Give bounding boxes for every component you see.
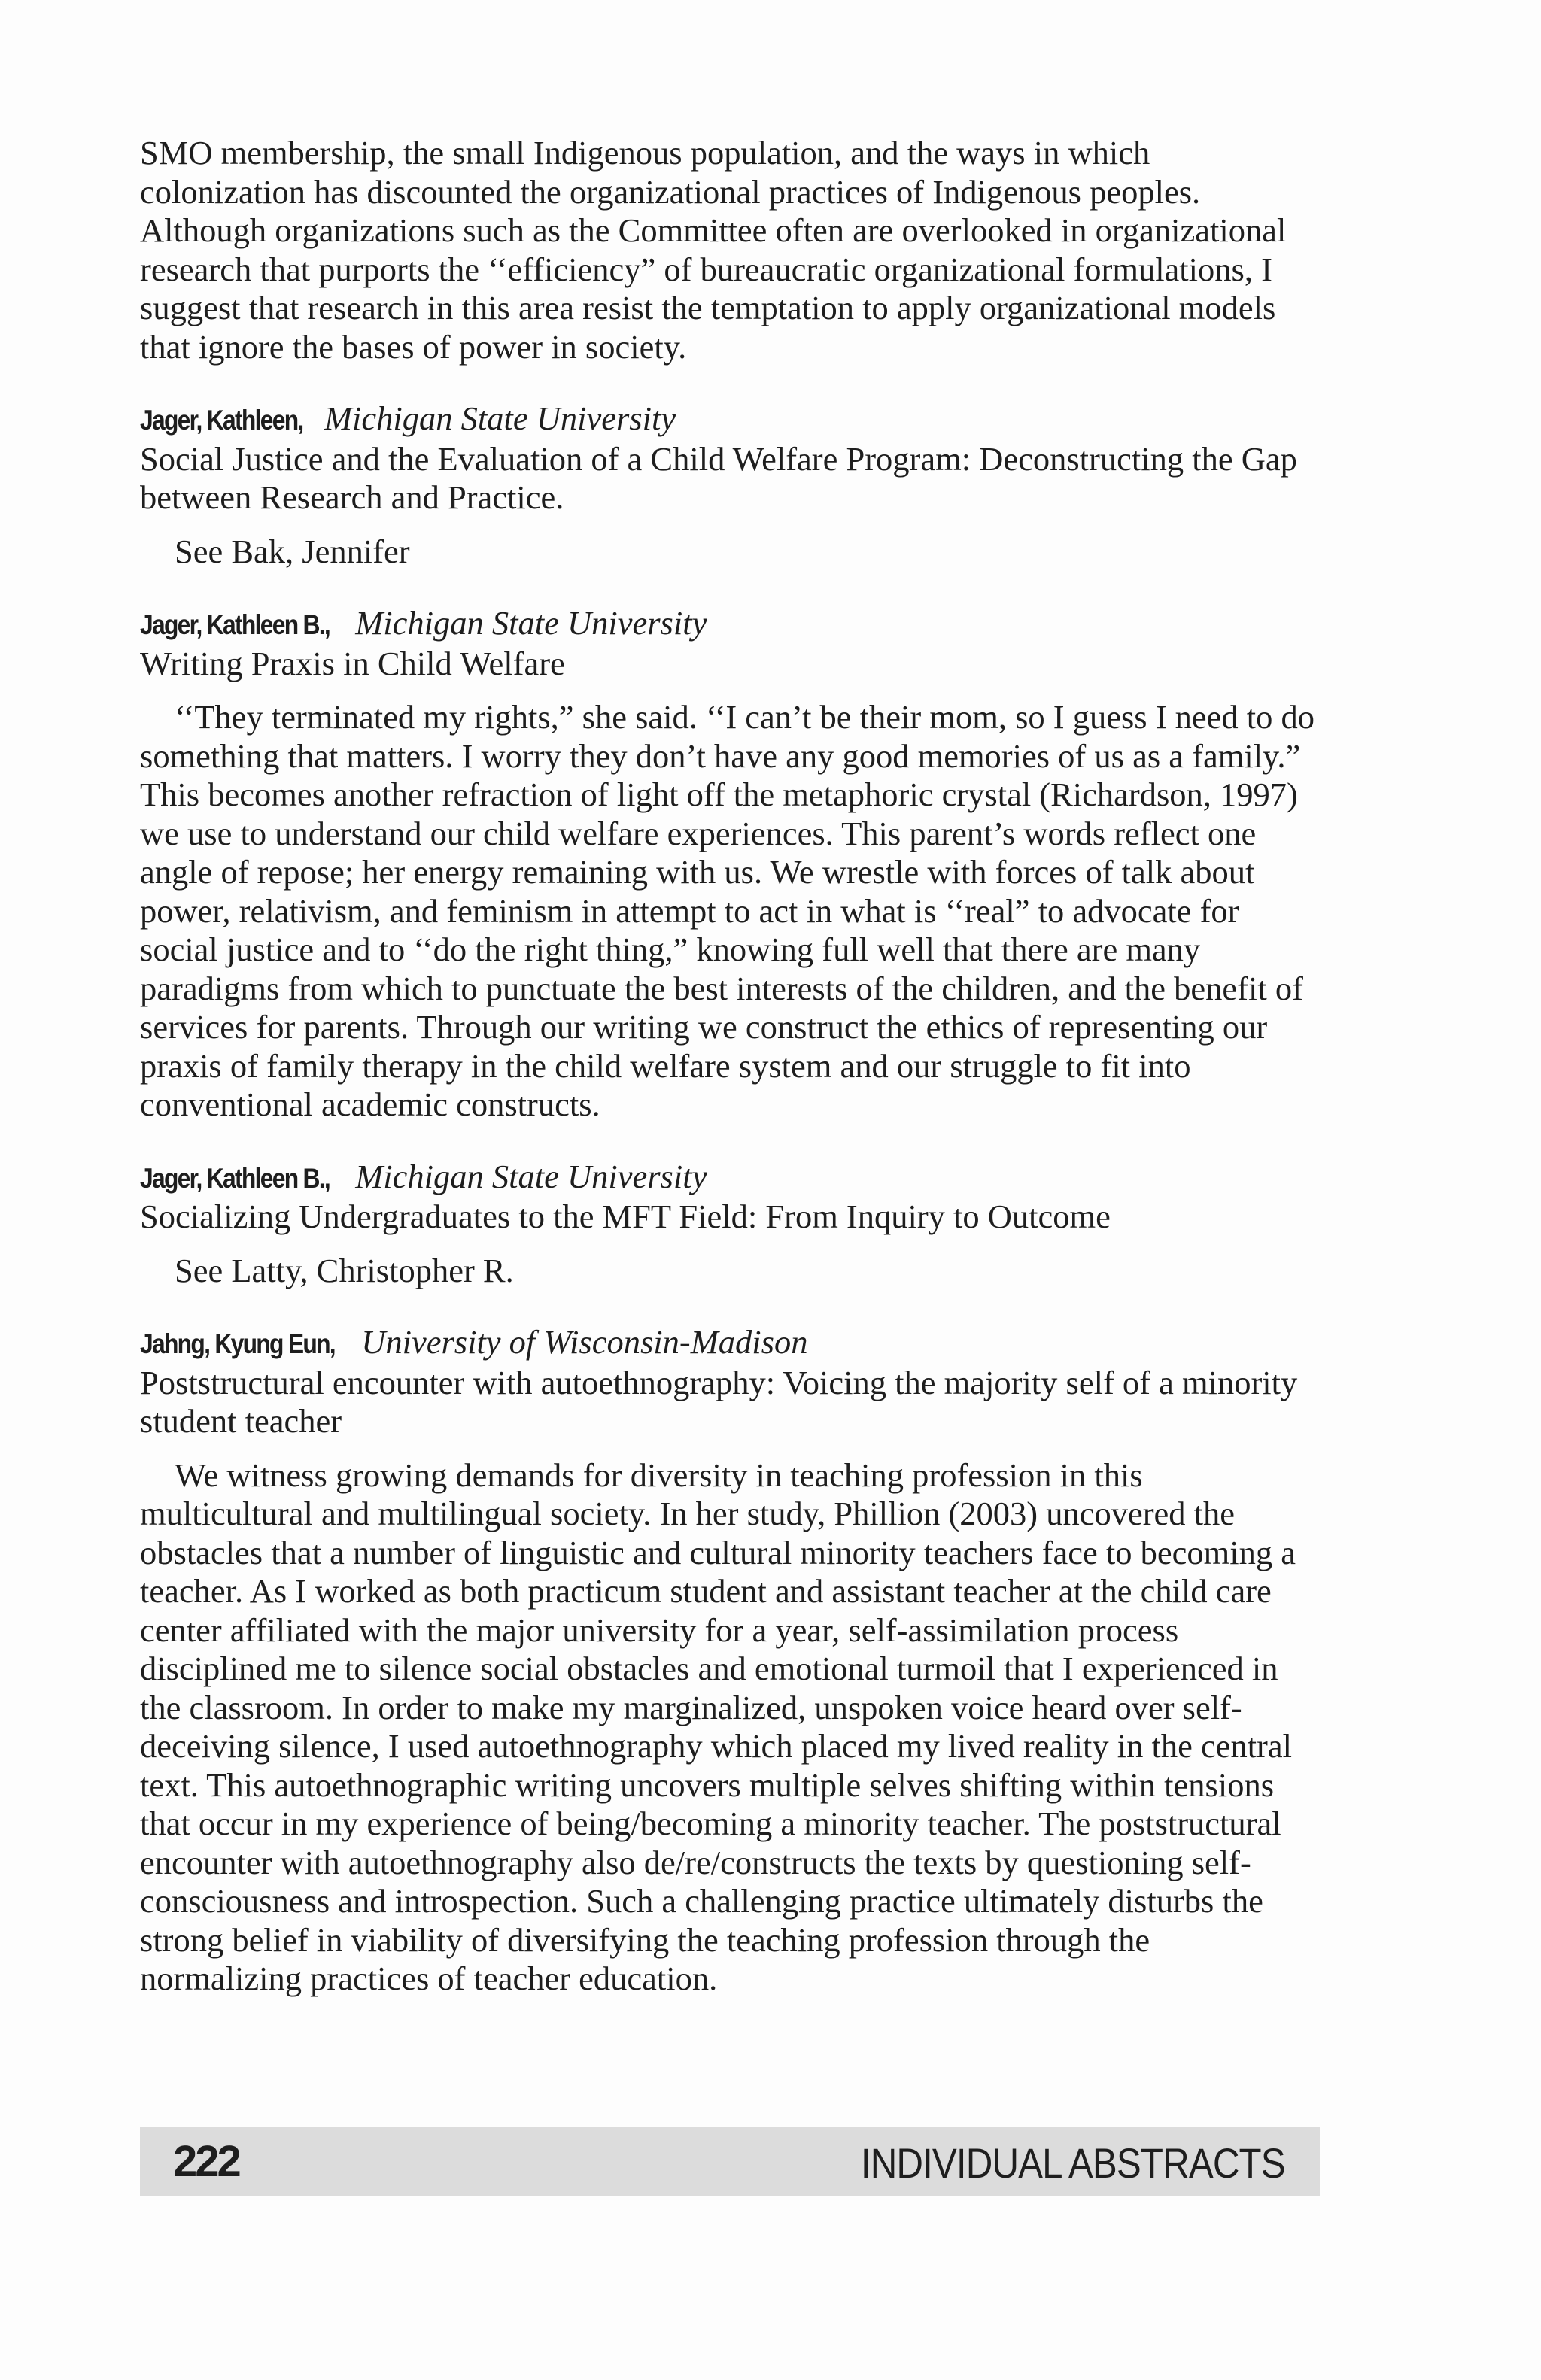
author-name: Jager, Kathleen B.,	[140, 609, 330, 640]
cross-reference: See Latty, Christopher R.	[175, 1251, 514, 1289]
author-name: Jager, Kathleen,	[140, 405, 303, 436]
abstract-title: Writing Praxis in Child Welfare	[140, 644, 565, 682]
author-name: Jager, Kathleen B.,	[140, 1162, 330, 1194]
author-line	[140, 1158, 1320, 1198]
abstract-body: ‘‘They terminated my rights,” she said. ‘‘I can’t be their mom, so I guess I need to do something that matters. I worry they don’t have any good memories of us as a family.” This becomes another refraction of light off the metaphoric crystal (Richardson, 1997) we use to understand our child welfare experiences. This parent’s words reflect one angle of repose; her energy remaining with us. We wrestle with forces of talk about power, relativism, and feminism in attempt to act in what is ‘‘real” to advocate for social justice and to ‘‘do the right thing,” knowing full well that there are many paradigms from which to punctuate the best interests of the children, and the benefit of services for parents. Through our writing we construct the ethics of representing our praxis of family therapy in the child welfare system and our struggle to fit into conventional academic constructs.	[140, 698, 1315, 1123]
abstract-entry	[140, 399, 1320, 571]
section-title: INDIVIDUAL ABSTRACTS	[861, 2139, 1285, 2187]
author-name: Jahng, Kyung Eun,	[140, 1328, 335, 1359]
abstract-title: Poststructural encounter with autoethnography: Voicing the majority self of a minority student teacher	[140, 1363, 1298, 1440]
abstract-body: We witness growing demands for diversity in teaching profession in this multicultural and multilingual society. In her study, Phillion (2003) uncovered the obstacles that a number of linguistic and cultural minority teachers face to becoming a teacher. As I worked as both practicum student and assistant teacher at the child care center affiliated with the major university for a year, self-assimilation process disciplined me to silence social obstacles and emotional turmoil that I experienced in the classroom. In order to make my marginalized, unspoken voice heard over self-deceiving silence, I used autoethnography which placed my lived reality in the central text. This autoethnographic writing uncovers multiple selves shifting within tensions that occur in my experience of being/becoming a minority teacher. The poststructural encounter with autoethnography also de/re/constructs the texts by questioning self-consciousness and introspection. Such a challenging practice ultimately disturbs the strong belief in viability of diversifying the teaching profession through the normalizing practices of teacher education.	[140, 1456, 1296, 1997]
abstract-title: Social Justice and the Evaluation of a Child Welfare Program: Deconstructing the Gap between Research and Practice.	[140, 439, 1297, 516]
continuation-paragraph: SMO membership, the small Indigenous population, and the ways in which colonization has discounted the organizational practices of Indigenous peoples. Although organizations such as the Committee often are overlooked in organizational research that purports the ‘‘efficiency” of bureaucratic organizational formulations, I suggest that research in this area resist the temptation to apply organizational models that ignore the bases of power in society.	[140, 134, 1287, 366]
author-affiliation: Michigan State University	[324, 399, 676, 437]
page-content	[140, 134, 1320, 1999]
author-line	[140, 1323, 1320, 1364]
author-affiliation: University of Wisconsin-Madison	[361, 1323, 808, 1361]
author-line	[140, 399, 1320, 440]
page-footer	[140, 2127, 1320, 2196]
abstract-title: Socializing Undergraduates to the MFT Field: From Inquiry to Outcome	[140, 1198, 1111, 1235]
author-affiliation: Michigan State University	[355, 604, 707, 642]
abstract-entry	[140, 1158, 1320, 1291]
abstract-entry	[140, 1323, 1320, 1999]
author-line	[140, 604, 1320, 645]
page-number: 222	[173, 2137, 239, 2186]
author-affiliation: Michigan State University	[355, 1157, 707, 1195]
cross-reference: See Bak, Jennifer	[175, 532, 410, 570]
abstract-entry	[140, 604, 1320, 1125]
